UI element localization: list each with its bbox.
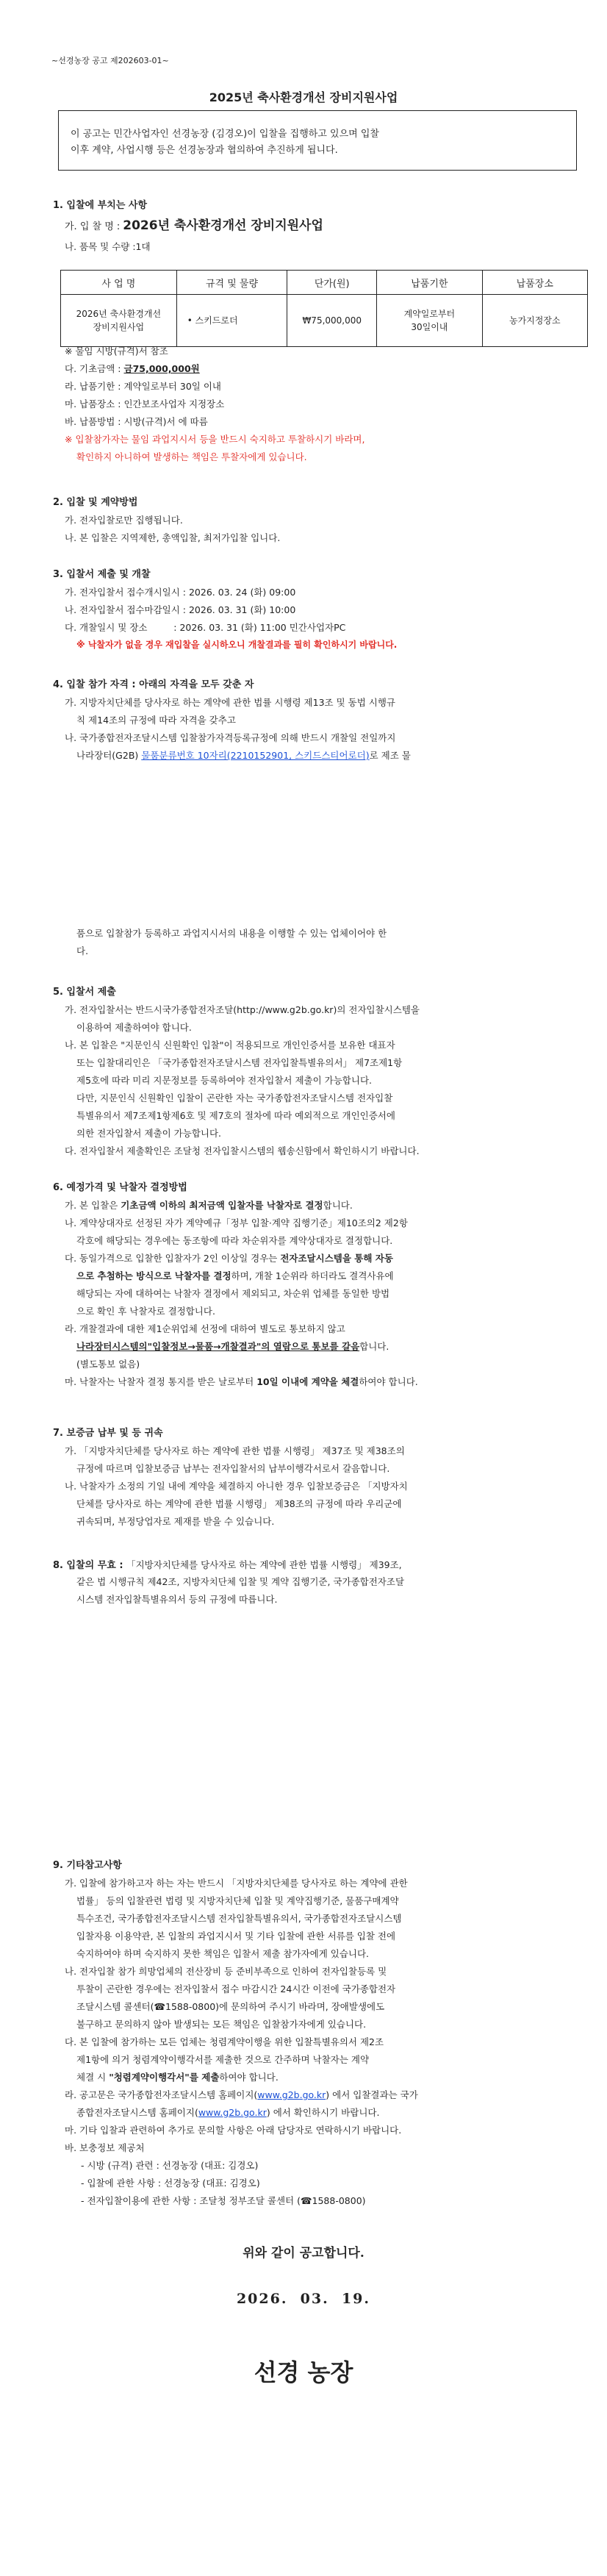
section-4-text: 로 제조 물 [369,750,411,761]
section-6-emphasis: 으로 추첨하는 방식으로 낙찰자를 결정 [76,1270,231,1281]
section-4-item: 나. 국가종합전자조달시스템 입찰참가자격등록규정에 의해 반드시 개찰일 전일까지 [65,732,396,743]
section-5-item: 제5호에 따라 미리 지문정보를 등록하여야 전자입찰서 제출이 가능합니다. [76,1075,372,1086]
warning-line: 확인하지 아니하여 발생하는 책임은 투찰자에게 있습니다. [76,451,307,462]
section-2-heading: 2. 입찰 및 계약방법 [53,497,138,508]
section-8-heading: 8. 입찰의 무효 : [53,1560,127,1571]
section-5-item: 특별유의서 제7조제1항제6호 및 제7호의 절차에 따라 예외적으로 개인인증서에 [76,1110,395,1121]
table-header: 규격 및 물량 [176,271,287,295]
section-6-text: 가. 본 입찰은 [65,1200,121,1211]
contact-item: - 입찰에 관한 사항 : 선경농장 (대표: 김경오) [81,2178,260,2189]
section-6-text: 다. 동일가격으로 입찰한 입찰자가 2인 이상일 경우는 [65,1253,281,1264]
delivery-deadline: 라. 납품기한 : 계약일로부터 30일 이내 [65,381,222,392]
section-5-item: 다. 전자입찰서 제출확인은 조달청 전자입찰시스템의 웹송신함에서 확인하시기 바랍니다. [65,1145,420,1156]
section-3-item: 가. 전자입찰서 접수개시일시 : 2026. 03. 24 (화) 09:00 [65,587,296,598]
base-amount-label: 다. 기초금액 : [65,363,121,374]
closing-statement: 위와 같이 공고합니다. [243,2246,364,2261]
intro-line: 이후 계약, 사업시행 등은 선경농장과 협의하여 추진하게 됩니다. [71,145,338,156]
section-4-item: 품으로 입찰참가 등록하고 과업지시서의 내용을 이행할 수 있는 업체이어야 한 [76,928,387,939]
section-9-item [76,2070,279,2083]
section-5-item: 또는 입찰대리인은 「국가종합전자조달시스템 전자입찰특별유의서」 제7조제1항 [76,1057,403,1068]
section-8-item [53,1557,402,1571]
section-9-text: 라. 공고문은 국가종합전자조달시스템 홈페이지( [65,2089,258,2100]
section-8-item: 같은 법 시행규칙 제42조, 지방자치단체 입찰 및 계약 집행기준, 국가종합전자조달 [76,1576,405,1587]
section-7-item: 나. 낙찰자가 소정의 기일 내에 계약을 체결하지 아니한 경우 입찰보증금은 「지방자치 [65,1481,408,1492]
section-5-item: 나. 본 입찰은 "지문인식 신원확인 입찰"이 적용되므로 개인인증서를 보유한 대표자 [65,1040,395,1051]
bid-name-label: 가. 입 찰 명 : [65,221,121,232]
section-6-text: 합니다. [323,1200,353,1211]
section-5-item: 다만, 지문인식 신원확인 입찰이 곤란한 자는 국가종합전자조달시스템 전자입찰 [76,1092,393,1103]
g2b-link[interactable]: www.g2b.go.kr [257,2089,326,2100]
warning-line: ※ 입찰참가자는 물임 과업지시서 등을 반드시 숙지하고 투찰하시기 바라며, [65,434,365,445]
section-9-item: 입찰자용 이용약관, 본 입찰의 과업지시서 및 기타 입찰에 관한 서류를 입찰 전에 [76,1931,396,1942]
section-7-item: 단체를 당사자로 하는 계약에 관한 법률 시행령」 제38조의 규정에 따라 우리군에 [76,1498,402,1509]
section-9-text: 종합전자조달시스템 홈페이지( [76,2107,198,2118]
section-7-item: 규정에 따르며 입찰보증금 납부는 전자입찰서의 납부이행각서로서 갈음합니다. [76,1463,390,1474]
section-4-item: 다. [76,945,89,956]
spec-note: ※ 물임 시방(규격)서 참조 [65,346,168,357]
table-cell: • 스키드로더 [176,295,287,347]
section-9-item: 다. 본 입찰에 참가하는 모든 업체는 청렴계약이행을 위한 입찰특별유의서 제2조 [65,2036,384,2047]
farm-name: 선경 농장 [254,2358,353,2386]
section-4-item: 가. 지방자치단체를 당사자로 하는 계약에 관한 법률 시행령 제13조 및 동법 시행규 [65,697,395,708]
table-header: 납품장소 [482,271,587,295]
section-6-text: 합니다. [359,1341,389,1352]
section-8-item: 시스템 전자입찰특별유의서 등의 규정에 따릅니다. [76,1594,278,1605]
section-6-emphasis: 전자조달시스템을 통해 자동 [280,1253,393,1264]
section-9-item: 불구하고 문의하지 않아 발생되는 모든 책임은 입찰참가자에게 있습니다. [76,2019,367,2030]
section-4-item [76,748,411,762]
section-7-item: 귀속되며, 부정당업자로 제재를 받을 수 있습니다. [76,1516,275,1527]
delivery-method: 바. 납품방법 : 시방(규격)서 에 따름 [65,416,208,427]
section-9-item: 나. 전자입찰 참가 희망업체의 전산장비 등 준비부족으로 인하여 전자입찰등록 및 [65,1966,387,1977]
section-6-text: 하여야 합니다. [359,1376,418,1387]
section-6-emphasis: 10일 이내에 계약을 체결 [256,1376,359,1387]
section-6-emphasis: 기초금액 이하의 최저금액 입찰자를 낙찰자로 결정 [121,1200,323,1211]
delivery-place: 마. 납품장소 : 인간보조사업자 지정장소 [65,398,225,409]
section-6-item: 라. 개찰결과에 대한 제1순위업체 선정에 대하여 별도로 통보하지 않고 [65,1323,345,1334]
table-cell: ₩75,000,000 [287,295,377,347]
section-6-item [76,1269,394,1282]
rebid-warning: ※ 낙찰자가 없을 경우 재입찰을 실시하오니 개찰결과를 필히 확인하시기 바랍니다. [76,640,398,650]
section-4-text: 나라장터(G2B) [76,750,139,761]
table-header: 납품기한 [377,271,482,295]
section-9-item: 특수조건, 국가종합전자조달시스템 전자입찰특별유의서, 국가종합전자조달시스템 [76,1913,402,1924]
base-amount-row [65,362,200,375]
section-6-item: 각호에 해당되는 경우에는 동조항에 따라 차순위자를 계약상대자로 결정합니다. [76,1235,393,1246]
section-9-emphasis: "청렴계약이행각서"를 제출 [109,2072,220,2083]
section-3-heading: 3. 입찰서 제출 및 개찰 [53,569,151,580]
section-4-item: 칙 제14조의 규정에 따라 자격을 갖추고 [76,715,236,726]
section-6-item [65,1251,393,1264]
section-7-heading: 7. 보증금 납부 및 등 귀속 [53,1428,163,1439]
section-6-item: (별도통보 없음) [76,1359,140,1370]
section-6-emphasis: "입찰정보→물품→개찰결과"의 열람으로 통보를 갈음 [147,1341,360,1352]
section-3-item: 나. 전자입찰서 접수마감일시 : 2026. 03. 31 (화) 10:00 [65,604,296,615]
base-amount-value: 금75,000,000원 [123,363,200,374]
section-8-text: 「지방자치단체를 당사자로 하는 계약에 관한 법률 시행령」 제39조, [126,1559,402,1570]
section-9-text: 하여야 합니다. [219,2072,279,2083]
section-9-heading: 9. 기타참고사항 [53,1860,122,1871]
section-9-item: 숙지하여야 하며 숙지하지 못한 책임은 입찰서 제출 참가자에게 있습니다. [76,1948,370,1959]
announcement-date: 2026. 03. 19. [236,2291,371,2307]
section-6-item: 나. 계약상대자로 선정된 자가 계약예규「정부 입찰·계약 집행기준」제10조의2 제2항 [65,1217,408,1228]
g2b-link[interactable]: www.g2b.go.kr [198,2107,267,2118]
section-1-heading: 1. 입찰에 부치는 사항 [53,200,148,211]
table-header-row [61,271,588,295]
section-4-heading: 4. 입찰 참가 자격 : 아래의 자격을 모두 갖춘 자 [53,679,254,690]
page-title: 2025년 축사환경개선 장비지원사업 [209,90,398,104]
section-6-heading: 6. 예정가격 및 낙찰자 결정방법 [53,1182,187,1193]
section-6-item [76,1339,389,1353]
item-qty: 나. 품목 및 수량 :1대 [65,241,151,252]
section-9-text: ) 에서 확인하시기 바랍니다. [266,2107,380,2118]
section-9-item: 법률」 등의 입찰관련 법령 및 지방자치단체 입찰 및 계약집행기준, 물품구매계약 [76,1895,399,1906]
section-7-item: 가. 「지방자치단체를 당사자로 하는 계약에 관한 법률 시행령」 제37조 및 제38조의 [65,1445,405,1456]
section-9-item: 가. 입찰에 참가하고자 하는 자는 반드시 「지방자치단체를 당사자로 하는 계약에 관한 [65,1878,408,1889]
section-6-item [65,1375,418,1388]
table-cell: 농가지정장소 [482,295,587,347]
section-9-item: 제1항에 의거 청렴계약이행각서를 제출한 것으로 간주하며 낙찰자는 계약 [76,2054,370,2065]
table-header: 사 업 명 [61,271,177,295]
section-6-text: 마. 낙찰자는 낙찰자 결정 통지를 받은 날로부터 [65,1376,257,1387]
intro-box [58,110,577,171]
contact-item: - 시방 (규격) 관련 : 선경농장 (대표: 김경오) [81,2160,259,2171]
section-9-item: 투찰이 곤란한 경우에는 전자입찰서 접수 마감시간 24시간 이전에 국가종합전자 [76,1983,396,1994]
doc-number: ~선경농장 공고 제202603-01~ [51,56,169,65]
section-9-item [65,2088,418,2101]
table-cell: 2026년 축사환경개선 장비지원사업 [61,295,177,347]
table-row [61,295,588,347]
section-9-text: 체결 시 [76,2072,109,2083]
intro-line: 이 공고는 민간사업자인 선경농장 (김경오)이 입찰을 집행하고 있으며 입찰 [71,129,379,140]
section-5-item: 가. 전자입찰서는 반드시국가종합전자조달(http://www.g2b.go.kr)의 전자입찰시스템을 [65,1004,420,1015]
section-5-heading: 5. 입찰서 제출 [53,987,116,998]
section-9-text: ) 에서 입찰결과는 국가 [326,2089,418,2100]
section-2-item: 가. 전자입찰로만 집행됩니다. [65,515,183,526]
section-9-item: 바. 보충정보 제공처 [65,2142,145,2153]
section-6-item: 으로 확인 후 낙찰자로 결정합니다. [76,1306,215,1317]
bid-name-value: 2026년 축사환경개선 장비지원사업 [123,218,323,233]
section-2-item: 나. 본 입찰은 지역제한, 총액입찰, 최저가입찰 입니다. [65,532,281,543]
section-9-item: 마. 기타 입찰과 관련하여 추가로 문의할 사항은 아래 담당자로 연락하시기 바랍니다. [65,2125,402,2136]
contact-item: - 전자입찰이용에 관한 사항 : 조달청 정부조달 콜센터 (☎1588-0800) [81,2195,366,2206]
section-6-item: 해당되는 자에 대하여는 낙찰자 결정에서 제외되고, 차순위 업체를 동일한 방법 [76,1288,390,1299]
table-cell: 계약일로부터 30일이내 [377,295,482,347]
section-5-item: 의한 전자입찰서 제출이 가능합니다. [76,1128,222,1139]
bid-name-row [65,215,323,233]
section-3-item: 다. 개찰일시 및 장소 : 2026. 03. 31 (화) 11:00 민간사업자PC [65,622,346,633]
table-header: 단가(원) [287,271,377,295]
product-code: 물품분류번호 10자리(2210152901, 스키드스티어로더) [141,750,370,761]
section-6-text: 하며, 개찰 1순위라 하더라도 결격사유에 [231,1270,394,1281]
section-9-item [76,2105,379,2119]
section-6-item [65,1198,353,1212]
section-9-item: 조달시스템 콜센터(☎1588-0800)에 문의하여 주시기 바라며, 장애발생에도 [76,2001,385,2012]
items-table [60,270,588,347]
section-6-emphasis: 나라장터시스템의 [76,1341,148,1352]
section-5-item: 이용하여 제출하여야 합니다. [76,1022,192,1033]
